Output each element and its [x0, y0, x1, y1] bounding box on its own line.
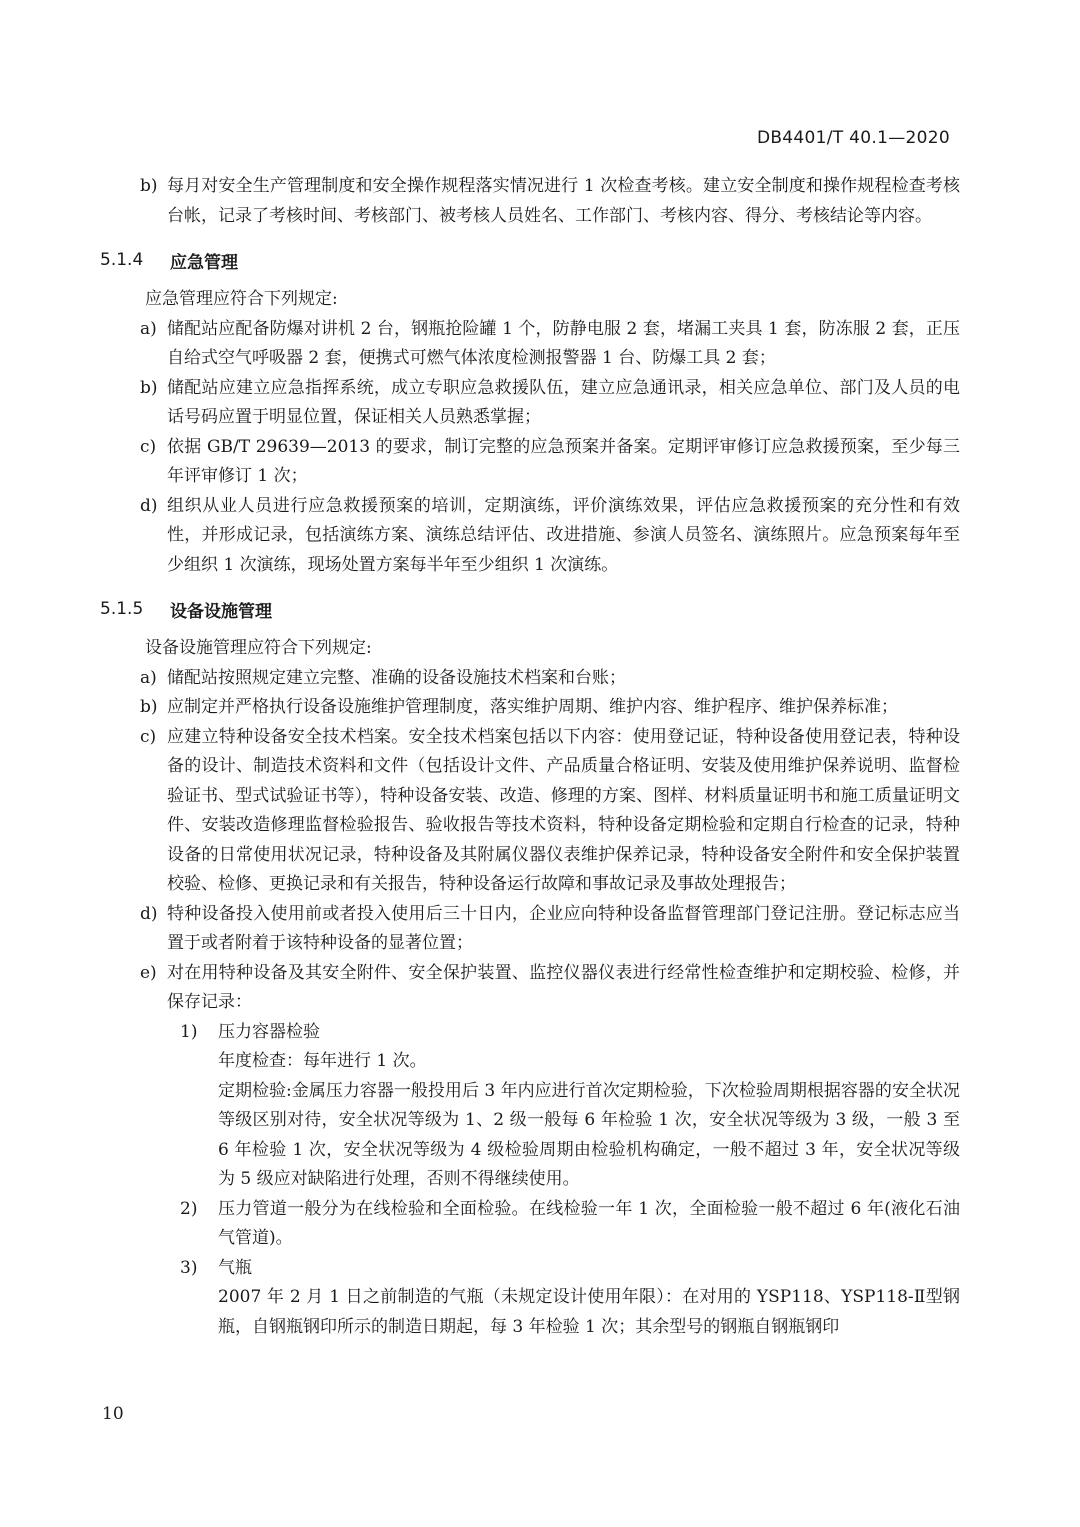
section-heading [100, 594, 960, 624]
item-text: 应建立特种设备安全技术档案。安全技术档案包括以下内容：使用登记证，特种设备使用登记表，特种设备的设计、制造技术资料和文件（包括设计文件、产品质量合格证明、安装及使用维护保养说明、监督检验证书、型式试验证书等），特种设备安装、改造、修理的方案、图样、材料质量证明书和施工质量证明文件、安装改造修理监督检验报告、验收报告等技术资料，特种设备定期检验和定期自行检查的记录，特种设备的日常使用状况记录，特种设备及其附属仪器仪表维护保养记录，特种设备安全附件和安全保护装置校验、检修、更换记录和有关报告，特种设备运行故障和事故记录及事故处理报告； [167, 726, 960, 894]
list-item [100, 172, 960, 231]
item-label: a) [140, 667, 157, 688]
sub-item-label: 3) [180, 1257, 198, 1278]
item-text: 特种设备投入使用前或者投入使用后三十日内，企业应向特种设备监督管理部门登记注册。登记标志应当置于或者附着于该特种设备的显著位置； [167, 903, 960, 953]
list-item [100, 315, 960, 374]
item-label: c) [140, 436, 157, 457]
item-label: d) [140, 495, 158, 516]
sub-item-label: 2) [180, 1198, 198, 1219]
sub-item-paragraph: 定期检验:金属压力容器一般投用后 3 年内应进行首次定期检验，下次检验周期根据容器的安全状况等级区别对待，安全状况等级为 1、2 级一般每 6 年检验 1 次，安全状况等级为 3 级，一般 3 至 6 年检验 1 次，安全状况等级为 4 级检验周期由检验机构确定，一般不超过 3 年，安全状况等级为 5 级应对缺陷进行处理，否则不得继续使用。 [218, 1080, 960, 1189]
item-text: 对在用特种设备及其安全附件、安全保护装置、监控仪器仪表进行经常性检查维护和定期校验、检修，并保存记录： [167, 962, 960, 1012]
sub-list-item [100, 1195, 960, 1254]
section-heading [100, 245, 960, 275]
item-label: a) [140, 318, 157, 339]
sub-item-text: 压力容器检验 [218, 1021, 320, 1042]
item-text: 储配站按照规定建立完整、准确的设备设施技术档案和台账； [167, 667, 626, 688]
section-intro: 设备设施管理应符合下列规定: [145, 638, 372, 658]
item-label: e) [140, 962, 157, 983]
item-text: 依据 GB/T 29639—2013 的要求，制订完整的应急预案并备案。定期评审修订应急救援预案，至少每三年评审修订 1 次； [167, 436, 960, 486]
item-label: b) [140, 176, 158, 196]
item-text: 储配站应配备防爆对讲机 2 台，钢瓶抢险罐 1 个，防静电服 2 套，堵漏工夹具 1 套，防冻服 2 套，正压自给式空气呼吸器 2 套，便携式可燃气体浓度检测报警器 1 台、防爆工具 2 套； [167, 318, 960, 368]
item-label: c) [140, 726, 157, 747]
page-number: 10 [102, 1404, 124, 1424]
sub-item-text: 气瓶 [218, 1257, 252, 1278]
list-item [100, 433, 960, 492]
list-item [100, 664, 960, 694]
list-item [100, 492, 960, 581]
item-text: 组织从业人员进行应急救援预案的培训，定期演练，评价演练效果，评估应急救援预案的充分性和有效性，并形成记录，包括演练方案、演练总结评估、改进措施、参演人员签名、演练照片。应急预案每年至少组织 1 次演练，现场处置方案每半年至少组织 1 次演练。 [167, 495, 960, 575]
sub-item-paragraph: 年度检查：每年进行 1 次。 [218, 1051, 427, 1071]
list-item [100, 900, 960, 959]
section-title: 设备设施管理 [170, 601, 272, 622]
section-number: 5.1.4 [100, 250, 144, 270]
sub-item-label: 1) [180, 1021, 198, 1042]
sub-item-text: 压力管道一般分为在线检验和全面检验。在线检验一年 1 次，全面检验一般不超过 6 年(液化石油气管道)。 [218, 1198, 960, 1248]
sub-list-item [100, 1018, 960, 1048]
sub-list-item [100, 1254, 960, 1284]
item-text: 每月对安全生产管理制度和安全操作规程落实情况进行 1 次检查考核。建立安全制度和操作规程检查考核台帐，记录了考核时间、考核部门、被考核人员姓名、工作部门、考核内容、得分、考核结论等内容。 [167, 176, 960, 226]
list-item [100, 693, 960, 723]
list-item [100, 374, 960, 433]
list-item [100, 723, 960, 900]
page-content [100, 172, 960, 1342]
section-number: 5.1.5 [100, 599, 144, 619]
item-text: 应制定并严格执行设备设施维护管理制度，落实维护周期、维护内容、维护程序、维护保养标准； [167, 697, 898, 717]
section-title: 应急管理 [170, 252, 238, 273]
list-item [100, 959, 960, 1018]
document-code: DB4401/T 40.1—2020 [756, 128, 950, 148]
section-intro: 应急管理应符合下列规定: [145, 289, 338, 309]
sub-item-paragraph: 2007 年 2 月 1 日之前制造的气瓶（未规定设计使用年限）：在对用的 YSP118、YSP118-Ⅱ型钢瓶，自钢瓶钢印所示的制造日期起，每 3 年检验 1 次；其余型号的钢瓶自钢瓶钢印 [218, 1287, 960, 1337]
item-text: 储配站应建立应急指挥系统，成立专职应急救援队伍，建立应急通讯录，相关应急单位、部门及人员的电话号码应置于明显位置，保证相关人员熟悉掌握； [167, 377, 960, 427]
item-label: b) [140, 697, 158, 717]
item-label: b) [140, 377, 158, 398]
item-label: d) [140, 903, 158, 924]
